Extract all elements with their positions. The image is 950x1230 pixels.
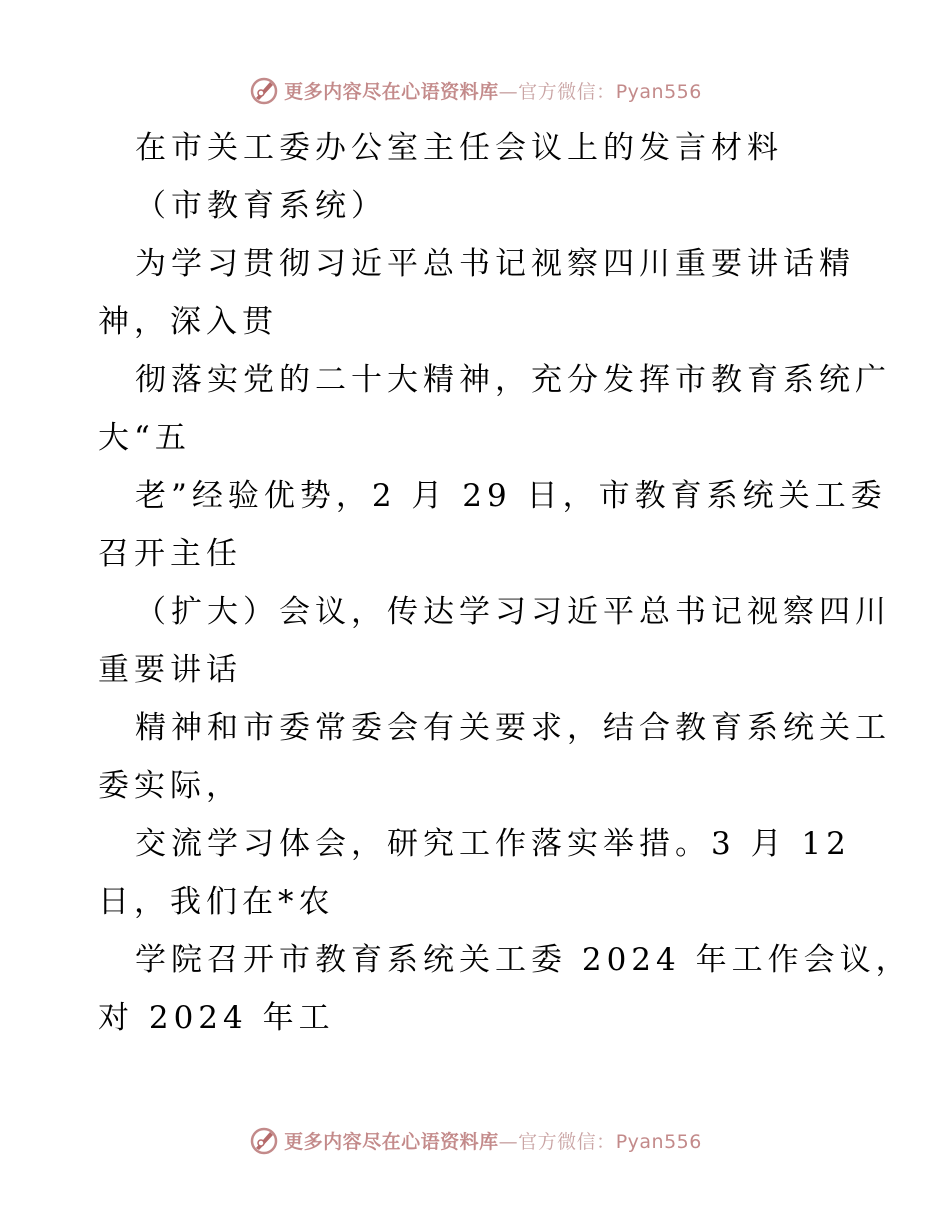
watermark-separator: — [498,1130,519,1153]
quill-circle-icon [248,1124,280,1156]
watermark-wechat-label: 官方微信： [518,1130,616,1153]
paragraph-line: 大“五 [98,420,191,456]
paragraph-line: 日，我们在*农 [98,884,335,920]
paragraph-line: 彻落实党的二十大精神，充分发挥市教育系统广 [135,362,891,398]
document-subtitle: （市教育系统） [135,188,387,224]
footer-watermark [0,1120,950,1160]
paragraph-line: 神，深入贯 [98,304,278,340]
watermark-brand: 更多内容尽在心语资料库 [284,1130,499,1153]
watermark-wechat-id: Pyan556 [615,80,702,103]
watermark-separator: — [498,80,519,103]
paragraph-line: 为学习贯彻习近平总书记视察四川重要讲话精 [135,246,855,282]
watermark-text [284,1127,702,1154]
paragraph-line: 交流学习体会，研究工作落实举措。3 月 12 [135,826,851,862]
watermark-brand: 更多内容尽在心语资料库 [284,80,499,103]
paragraph-line: （扩大）会议，传达学习习近平总书记视察四川 [135,594,891,630]
header-watermark [0,70,950,110]
watermark-wechat-label: 官方微信： [518,80,616,103]
paragraph-line: 委实际， [98,768,242,804]
watermark-text [284,77,702,104]
paragraph-line: 对 2024 年工 [98,1000,335,1036]
paragraph-line: 召开主任 [98,536,242,572]
document-title: 在市关工委办公室主任会议上的发言材料 [135,130,783,166]
paragraph-line: 老”经验优势，2 月 29 日，市教育系统关工委 [135,478,887,514]
paragraph-line: 重要讲话 [98,652,242,688]
watermark-wechat-id: Pyan556 [615,1130,702,1153]
paragraph-line: 学院召开市教育系统关工委 2024 年工作会议， [135,942,912,978]
paragraph-line: 精神和市委常委会有关要求，结合教育系统关工 [135,710,891,746]
quill-circle-icon [248,74,280,106]
